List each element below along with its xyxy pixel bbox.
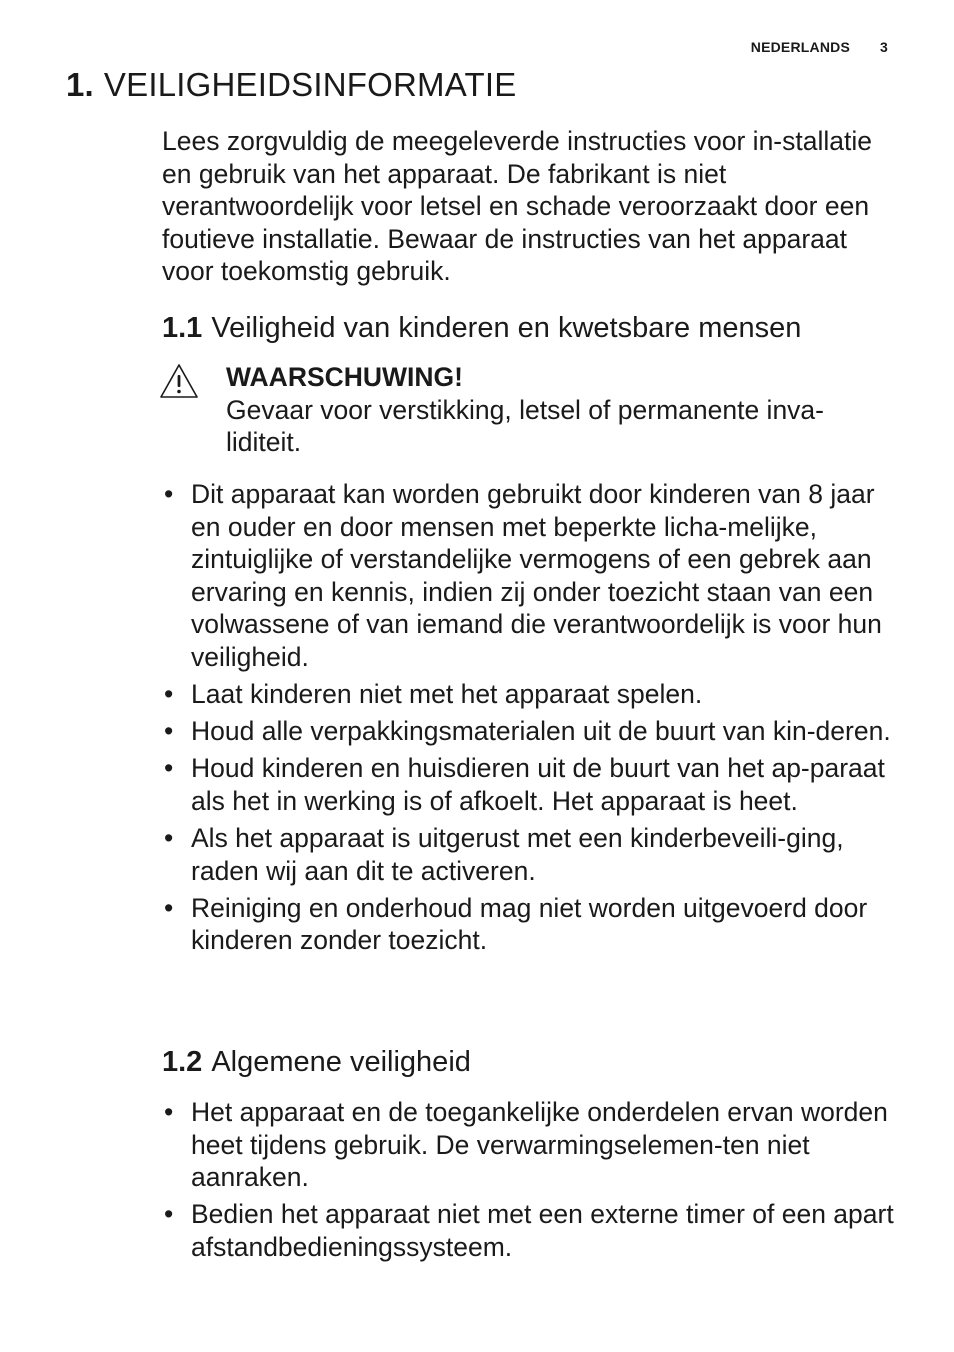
list-item: • Houd alle verpakkingsmaterialen uit de buurt van kin-deren. bbox=[162, 715, 894, 748]
page-number: 3 bbox=[880, 39, 888, 55]
section-1-2-bullet-list bbox=[162, 1096, 894, 1268]
list-item: • Als het apparaat is uitgerust met een kinderbeveili-ging, raden wij aan dit te activeren. bbox=[162, 822, 894, 887]
section-1-2-number: 1.2 bbox=[162, 1046, 203, 1078]
warning-text bbox=[226, 361, 892, 459]
list-item: • Laat kinderen niet met het apparaat spelen. bbox=[162, 678, 894, 711]
chapter-title bbox=[66, 66, 516, 104]
chapter-number: 1. bbox=[66, 66, 94, 103]
list-item: • Reiniging en onderhoud mag niet worden uitgevoerd door kinderen zonder toezicht. bbox=[162, 892, 894, 957]
section-1-2-title bbox=[162, 1046, 471, 1079]
section-1-1-title bbox=[162, 312, 801, 345]
section-1-2-title-text: Algemene veiligheid bbox=[211, 1046, 471, 1078]
chapter-title-text: VEILIGHEIDSINFORMATIE bbox=[103, 66, 517, 103]
intro-paragraph: Lees zorgvuldig de meegeleverde instructies voor in-stallatie en gebruik van het apparaat. De fabrikant is niet verantwoordelijk voor letsel en schade veroorzaakt door een foutieve installatie. Bewaar de instructies van het apparaat voor toekomstig gebruik. bbox=[162, 126, 872, 287]
warning-message: Gevaar voor verstikking, letsel of permanente inva-liditeit. bbox=[226, 394, 824, 458]
list-item: • Dit apparaat kan worden gebruikt door kinderen van 8 jaar en ouder en door mensen met beperkte licha-melijke, zintuiglijke of verstandelijke vermogens of een gebrek aan ervaring en kennis, indien zij onder toezicht staan van een volwassene of van iemand die verantwoordelijk is voor hun veiligheid. bbox=[162, 478, 894, 674]
list-item: • Het apparaat en de toegankelijke onderdelen ervan worden heet tijdens gebruik. De verwarmingselemen-ten niet aanraken. bbox=[162, 1096, 894, 1194]
list-item: • Bedien het apparaat niet met een externe timer of een apart afstandbedieningssysteem. bbox=[162, 1198, 894, 1263]
section-1-1-bullet-list bbox=[162, 478, 894, 961]
warning-block bbox=[162, 361, 892, 459]
list-item: • Houd kinderen en huisdieren uit de buurt van het ap-paraat als het in werking is of afkoelt. Het apparaat is heet. bbox=[162, 752, 894, 817]
section-1-1-title-text: Veiligheid van kinderen en kwetsbare mensen bbox=[211, 312, 802, 344]
warning-label: WAARSCHUWING! bbox=[226, 362, 463, 392]
warning-triangle-icon bbox=[159, 363, 199, 399]
section-1-1-number: 1.1 bbox=[162, 312, 203, 344]
page-header bbox=[751, 39, 888, 55]
header-language: NEDERLANDS bbox=[750, 39, 850, 55]
